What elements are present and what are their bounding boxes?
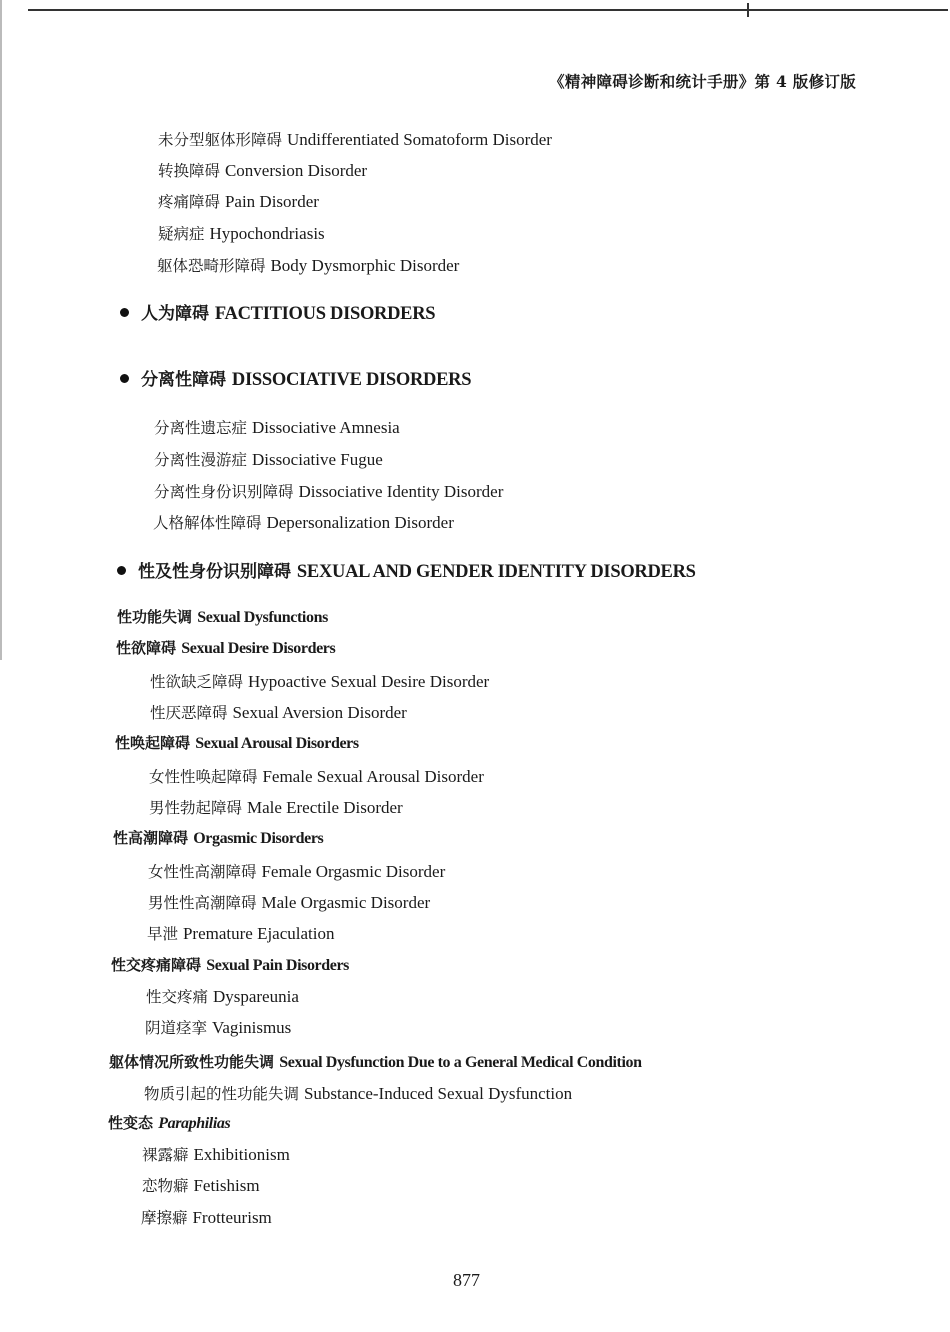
entry-en: Dissociative Identity Disorder	[298, 482, 504, 501]
entry-zh: 未分型躯体形障碍	[158, 131, 283, 149]
section-heading-factitious	[120, 299, 435, 325]
page-edge-shadow	[0, 0, 2, 660]
list-item	[154, 480, 503, 502]
entry-en: Female Orgasmic Disorder	[261, 862, 446, 881]
list-item	[157, 254, 459, 276]
entry-zh: 恋物癖	[142, 1177, 189, 1195]
list-item	[154, 448, 383, 470]
entry-zh: 疼痛障碍	[158, 193, 221, 211]
subheading-en: Sexual Dysfunction Due to a General Medical Condition	[279, 1054, 642, 1071]
list-item	[149, 765, 484, 787]
subheading-medical-condition	[109, 1051, 642, 1072]
entry-zh: 分离性身份识别障碍	[154, 483, 294, 501]
subheading-zh: 性交疼痛障碍	[111, 956, 202, 974]
entry-zh: 人格解体性障碍	[153, 514, 262, 532]
subheading-zh: 性欲障碍	[116, 639, 177, 657]
bullet-icon	[120, 374, 129, 383]
entry-zh: 女性性唤起障碍	[149, 768, 258, 786]
list-item	[154, 416, 400, 438]
entry-en: Vaginismus	[211, 1018, 292, 1037]
entry-en: Conversion Disorder	[224, 161, 368, 180]
entry-zh: 转换障碍	[158, 162, 221, 180]
section-heading-sexual	[117, 557, 696, 583]
entry-zh: 早泄	[147, 925, 179, 943]
subheading-en: Sexual Arousal Disorders	[195, 735, 359, 752]
running-header-title: 《精神障碍诊断和统计手册》第 4 版修订版	[549, 72, 856, 91]
subheading-dysfunctions	[117, 606, 328, 627]
entry-zh: 裸露癖	[142, 1146, 189, 1164]
entry-zh: 性厌恶障碍	[150, 704, 228, 722]
list-item	[141, 1206, 272, 1228]
list-item	[158, 190, 319, 212]
entry-en: Male Erectile Disorder	[246, 798, 403, 817]
entry-en: Fetishism	[193, 1176, 260, 1195]
section-zh: 人为障碍	[141, 304, 209, 324]
section-zh: 性及性身份识别障碍	[138, 562, 291, 582]
header-rule	[28, 9, 948, 11]
entry-zh: 阴道痉挛	[145, 1019, 208, 1037]
entry-en: Dissociative Fugue	[251, 450, 383, 469]
entry-en: Substance-Induced Sexual Dysfunction	[303, 1084, 573, 1103]
entry-zh: 分离性遗忘症	[154, 419, 248, 437]
subheading-paraphilias	[108, 1112, 230, 1133]
subheading-zh: 性变态	[108, 1114, 154, 1132]
subheading-desire	[116, 637, 335, 658]
entry-zh: 躯体恐畸形障碍	[157, 257, 266, 275]
list-item	[147, 922, 334, 944]
list-item	[158, 159, 367, 181]
subheading-en: Sexual Dysfunctions	[197, 609, 328, 626]
list-item	[144, 1082, 572, 1104]
list-item	[145, 1016, 291, 1038]
bullet-icon	[120, 308, 129, 317]
entry-en: Depersonalization Disorder	[266, 513, 454, 532]
entry-zh: 性欲缺乏障碍	[150, 673, 244, 691]
entry-en: Exhibitionism	[193, 1145, 290, 1164]
section-en: DISSOCIATIVE DISORDERS	[231, 370, 472, 390]
entry-zh: 摩擦癖	[141, 1209, 188, 1227]
subheading-arousal	[115, 732, 359, 753]
entry-en: Hypochondriasis	[209, 224, 325, 243]
entry-zh: 男性勃起障碍	[149, 799, 243, 817]
list-item	[150, 670, 489, 692]
entry-en: Dyspareunia	[212, 987, 299, 1006]
subheading-orgasmic	[113, 827, 323, 848]
header-rule-tick	[747, 3, 749, 17]
entry-en: Female Sexual Arousal Disorder	[262, 767, 484, 786]
subheading-en: Orgasmic Disorders	[193, 830, 324, 847]
entry-en: Premature Ejaculation	[182, 924, 335, 943]
entry-en: Male Orgasmic Disorder	[261, 893, 431, 912]
entry-zh: 物质引起的性功能失调	[144, 1085, 300, 1103]
list-item	[142, 1143, 290, 1165]
subheading-zh: 躯体情况所致性功能失调	[109, 1053, 275, 1071]
entry-zh: 女性性高潮障碍	[148, 863, 257, 881]
entry-en: Undifferentiated Somatoform Disorder	[286, 130, 552, 149]
entry-en: Pain Disorder	[224, 192, 319, 211]
entry-en: Sexual Aversion Disorder	[232, 703, 407, 722]
subheading-zh: 性高潮障碍	[113, 829, 189, 847]
entry-en: Dissociative Amnesia	[251, 418, 400, 437]
entry-en: Hypoactive Sexual Desire Disorder	[247, 672, 490, 691]
section-zh: 分离性障碍	[141, 370, 226, 390]
entry-en: Frotteurism	[192, 1208, 272, 1227]
list-item	[150, 701, 407, 723]
subheading-pain	[111, 954, 349, 975]
section-heading-dissociative	[120, 365, 471, 391]
list-item	[146, 985, 299, 1007]
subheading-zh: 性唤起障碍	[115, 734, 191, 752]
list-item	[149, 796, 403, 818]
entry-zh: 疑病症	[158, 225, 205, 243]
entry-zh: 分离性漫游症	[154, 451, 248, 469]
list-item	[153, 511, 454, 533]
list-item	[158, 128, 552, 150]
entry-en: Body Dysmorphic Disorder	[270, 256, 460, 275]
bullet-icon	[117, 566, 126, 575]
subheading-zh: 性功能失调	[117, 608, 193, 626]
list-item	[142, 1174, 260, 1196]
subheading-en: Sexual Desire Disorders	[181, 640, 336, 657]
section-en: SEXUAL AND GENDER IDENTITY DISORDERS	[296, 562, 696, 582]
entry-zh: 男性性高潮障碍	[148, 894, 257, 912]
list-item	[148, 860, 445, 882]
subheading-en: Sexual Pain Disorders	[206, 957, 349, 974]
section-en: FACTITIOUS DISORDERS	[214, 304, 436, 324]
page-number: 877	[453, 1270, 480, 1290]
list-item	[148, 891, 430, 913]
list-item	[158, 222, 325, 244]
entry-zh: 性交疼痛	[146, 988, 209, 1006]
subheading-en: Paraphilias	[158, 1115, 231, 1132]
